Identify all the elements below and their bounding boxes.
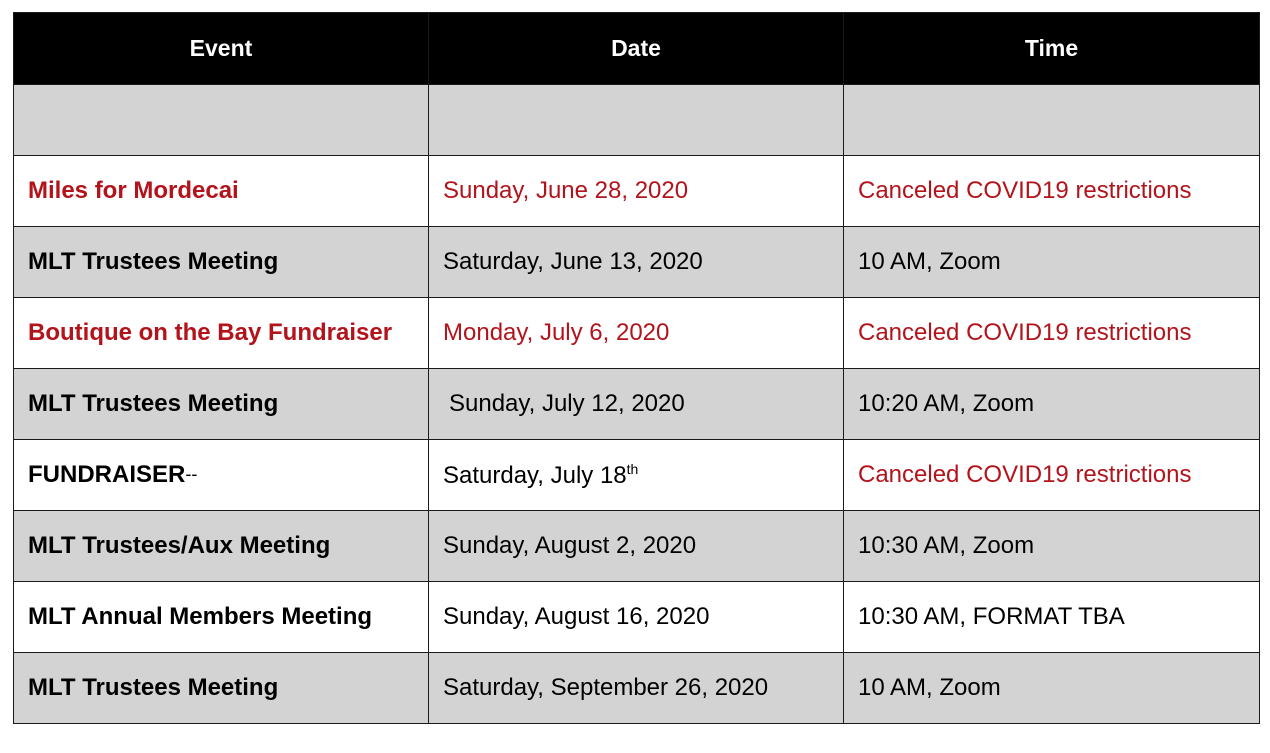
table-row-blank: [14, 85, 1260, 156]
event-cell: MLT Trustees/Aux Meeting: [14, 511, 429, 582]
table-row: [14, 440, 1260, 511]
date-cell: Sunday, July 12, 2020: [429, 369, 844, 440]
event-cell: MLT Trustees Meeting: [14, 227, 429, 298]
header-event: Event: [14, 13, 429, 85]
date-cell: Saturday, September 26, 2020: [429, 653, 844, 724]
event-cell: Boutique on the Bay Fundraiser: [14, 298, 429, 369]
table-row: [14, 156, 1260, 227]
date-cell: [429, 85, 844, 156]
table-row: [14, 653, 1260, 724]
date-text: Saturday, July 18: [443, 461, 627, 489]
event-dash: --: [185, 464, 198, 484]
header-time: Time: [844, 13, 1260, 85]
date-cell: [429, 440, 844, 511]
table-row: [14, 227, 1260, 298]
date-ordinal-suffix: th: [626, 460, 639, 477]
table-row: [14, 369, 1260, 440]
events-table: [13, 12, 1260, 724]
time-cell: Canceled COVID19 restrictions: [844, 298, 1260, 369]
event-cell: MLT Trustees Meeting: [14, 369, 429, 440]
event-cell: [14, 85, 429, 156]
time-cell: Canceled COVID19 restrictions: [844, 156, 1260, 227]
header-date: Date: [429, 13, 844, 85]
header-row: [14, 13, 1260, 85]
event-cell: MLT Annual Members Meeting: [14, 582, 429, 653]
time-cell: 10:20 AM, Zoom: [844, 369, 1260, 440]
event-cell: [14, 440, 429, 511]
date-cell: Sunday, June 28, 2020: [429, 156, 844, 227]
date-cell: Monday, July 6, 2020: [429, 298, 844, 369]
event-cell: MLT Trustees Meeting: [14, 653, 429, 724]
time-cell: 10:30 AM, Zoom: [844, 511, 1260, 582]
event-cell: Miles for Mordecai: [14, 156, 429, 227]
time-cell: 10 AM, Zoom: [844, 653, 1260, 724]
date-cell: Saturday, June 13, 2020: [429, 227, 844, 298]
time-cell: 10 AM, Zoom: [844, 227, 1260, 298]
time-cell: [844, 85, 1260, 156]
table-row: [14, 511, 1260, 582]
table-row: [14, 298, 1260, 369]
time-cell: 10:30 AM, FORMAT TBA: [844, 582, 1260, 653]
date-cell: Sunday, August 16, 2020: [429, 582, 844, 653]
date-cell: Sunday, August 2, 2020: [429, 511, 844, 582]
time-cell: Canceled COVID19 restrictions: [844, 440, 1260, 511]
table-row: [14, 582, 1260, 653]
event-name: FUNDRAISER: [28, 461, 186, 488]
